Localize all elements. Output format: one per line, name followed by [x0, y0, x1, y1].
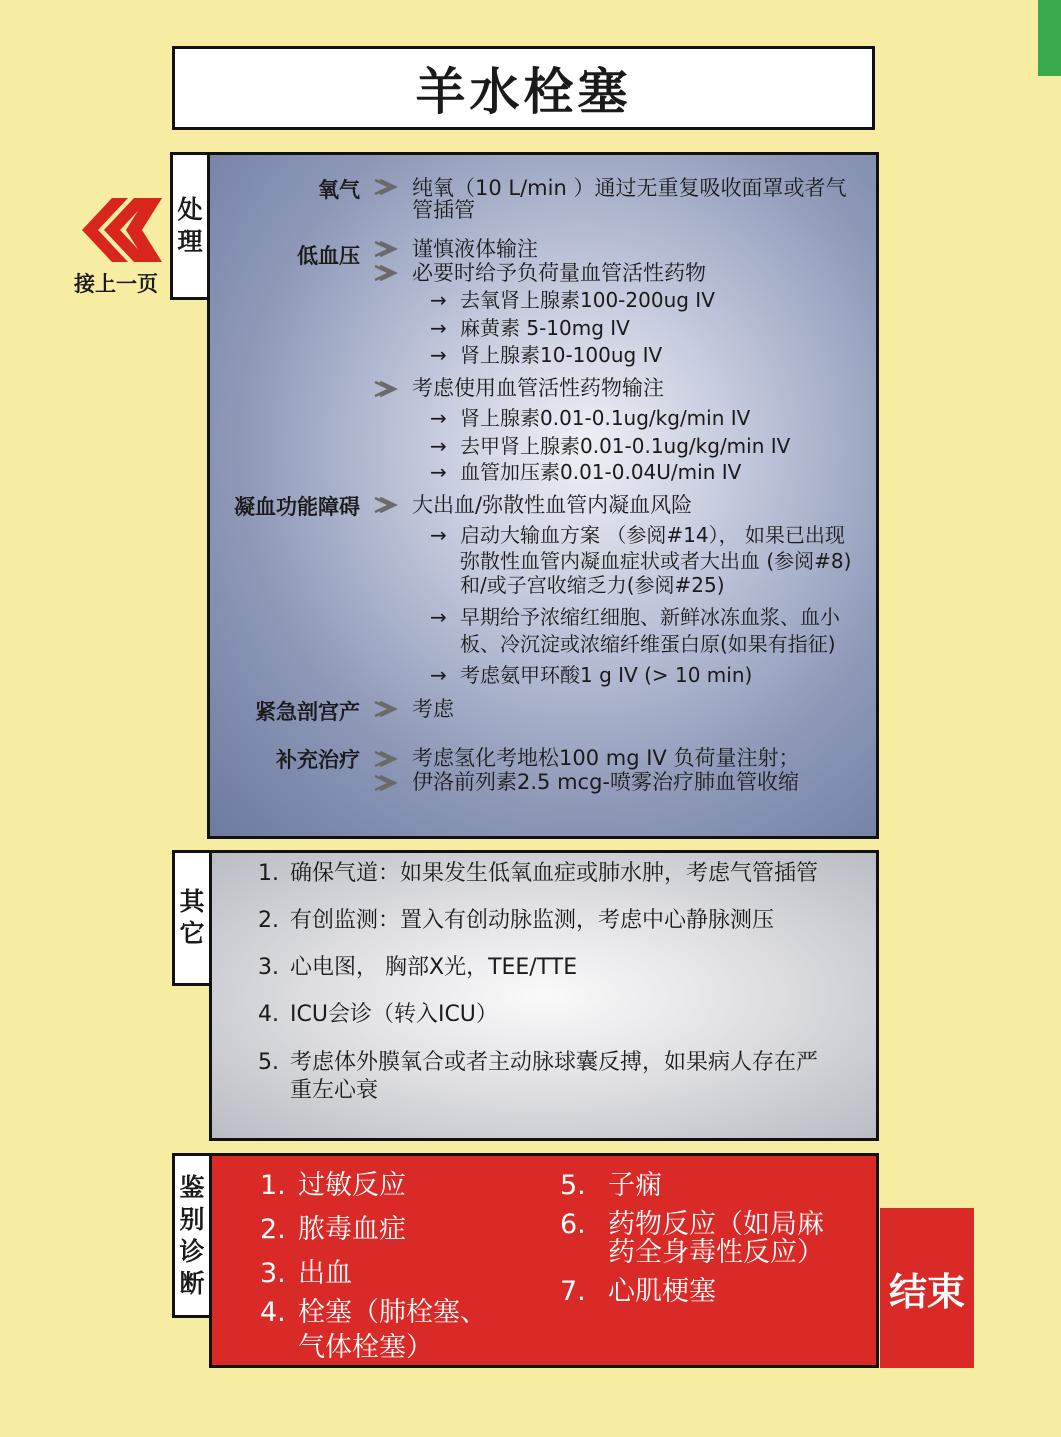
cesarean-text: 考虑: [412, 697, 454, 721]
sub-text: 麻黄素 5-10mg IV: [460, 316, 630, 340]
hypotension-item-1: 谨慎液体输注: [412, 237, 538, 261]
end-button[interactable]: 结束: [880, 1208, 974, 1368]
list-item: [260, 1170, 406, 1202]
arrow-right-icon: →: [430, 316, 447, 340]
item-text: 有创监测：置入有创动脉监测，考虑中心静脉测压: [290, 908, 775, 933]
sub-text: 早期给予浓缩红细胞、新鲜冰冻血浆、血小: [460, 605, 840, 629]
sub-item: [430, 315, 630, 341]
label-oxygen: 氧气: [318, 178, 360, 202]
item-number: 4.: [258, 1002, 279, 1027]
arrow-right-icon: →: [430, 406, 447, 430]
tab-char: 鉴: [179, 1172, 205, 1202]
arrow-right-icon: →: [430, 288, 447, 312]
arrow-right-icon: →: [430, 605, 447, 629]
label-hypotension: 低血压: [297, 244, 360, 268]
list-item: [258, 907, 774, 935]
list-item: [260, 1258, 352, 1290]
double-arrow-right-icon: [372, 494, 398, 516]
item-text: 子痫: [608, 1170, 662, 1201]
supplement-text-1: 考虑氢化考地松100 mg IV 负荷量注射；: [412, 746, 800, 770]
sub-text-cont: 板、冷沉淀或浓缩纤维蛋白原(如果有指征): [460, 632, 836, 656]
sub-text: 血管加压素0.01-0.04U/min IV: [460, 460, 742, 484]
tab-char: 断: [179, 1268, 205, 1298]
item-number: 6.: [560, 1209, 586, 1240]
item-text-cont: 气体栓塞）: [298, 1332, 433, 1363]
tab-char: 处: [177, 195, 203, 224]
item-text: 心肌梗塞: [608, 1276, 716, 1307]
tab-char: 其: [179, 887, 205, 916]
item-text: 药物反应（如局麻: [608, 1209, 824, 1240]
sub-text: 肾上腺素0.01-0.1ug/kg/min IV: [460, 406, 751, 430]
item-text: 确保气道：如果发生低氧血症或肺水肿，考虑气管插管: [290, 861, 819, 886]
item-number: 3.: [258, 955, 279, 980]
double-arrow-right-icon: [372, 238, 398, 260]
double-arrow-right-icon: [372, 698, 398, 720]
item-number: 5.: [560, 1170, 586, 1201]
item-text-cont: 重左心衰: [290, 1078, 379, 1103]
list-item: [560, 1170, 662, 1202]
item-number: 4.: [260, 1297, 286, 1328]
list-item: [258, 860, 818, 888]
label-cesarean: 紧急剖宫产: [255, 700, 360, 724]
sub-text: 去甲肾上腺素0.01-0.1ug/kg/min IV: [460, 434, 791, 458]
list-item: [258, 954, 577, 982]
arrow-right-icon: →: [430, 343, 447, 367]
sub-item: [430, 522, 845, 548]
list-item: [258, 1001, 498, 1029]
item-number: 5.: [258, 1050, 279, 1075]
list-item: [260, 1297, 487, 1329]
list-item: [260, 1214, 406, 1246]
item-text: 心电图， 胸部X光，TEE/TTE: [290, 955, 578, 980]
oxygen-text-2: 管插管: [412, 198, 475, 222]
arrow-right-icon: →: [430, 663, 447, 687]
item-text: 脓毒血症: [298, 1214, 406, 1245]
previous-page-link[interactable]: 接上一页: [74, 272, 158, 296]
arrow-right-icon: →: [430, 434, 447, 458]
arrow-right-icon: →: [430, 460, 447, 484]
item-number: 2.: [260, 1214, 286, 1245]
coag-item: 大出血/弥散性血管内凝血风险: [412, 493, 693, 517]
tab-char: 诊: [179, 1236, 205, 1266]
item-number: 2.: [258, 908, 279, 933]
double-arrow-right-icon: [372, 378, 398, 400]
list-item: [258, 1049, 818, 1077]
item-text-cont: 药全身毒性反应）: [608, 1237, 824, 1268]
tab-other: [172, 850, 212, 986]
sub-text-cont: 弥散性血管内凝血症状或者大出血 (参阅#8): [460, 549, 852, 573]
sub-text: 启动大输血方案 （参阅#14）， 如果已出现: [460, 523, 845, 547]
list-item: [560, 1276, 716, 1308]
double-arrow-right-icon: [372, 772, 398, 794]
item-text: 过敏反应: [298, 1170, 406, 1201]
sub-item: [430, 287, 715, 313]
double-arrow-right-icon: [372, 262, 398, 284]
sub-item: [430, 433, 790, 459]
chevron-double-left-icon[interactable]: [82, 198, 162, 262]
item-text: 栓塞（肺栓塞、: [298, 1297, 487, 1328]
oxygen-text-1: 纯氧（10 L/min ）通过无重复吸收面罩或者气: [412, 176, 847, 200]
sub-text-cont: 和/或子宫收缩乏力(参阅#25): [460, 573, 725, 597]
double-arrow-right-icon: [372, 748, 398, 770]
label-supplement: 补充治疗: [276, 748, 360, 772]
double-arrow-right-icon: [372, 176, 398, 198]
tab-char: 理: [177, 227, 203, 256]
hypotension-item-3: 考虑使用血管活性药物输注: [412, 376, 664, 400]
sub-item: [430, 662, 752, 688]
green-corner-tab: [1038, 0, 1061, 76]
arrow-right-icon: →: [430, 523, 447, 547]
sub-item: [430, 342, 662, 368]
item-number: 7.: [560, 1276, 586, 1307]
label-coagulopathy: 凝血功能障碍: [234, 495, 360, 519]
item-text: 出血: [298, 1258, 352, 1289]
sub-item: [430, 604, 840, 630]
sub-item: [430, 405, 750, 431]
sub-text: 肾上腺素10-100ug IV: [460, 343, 663, 367]
item-number: 1.: [258, 861, 279, 886]
item-text: 考虑体外膜氧合或者主动脉球囊反搏，如果病人存在严: [290, 1050, 819, 1075]
item-number: 1.: [260, 1170, 286, 1201]
supplement-text-2: 伊洛前列素2.5 mcg-喷雾治疗肺血管收缩: [412, 770, 799, 794]
sub-text: 去氧肾上腺素100-200ug IV: [460, 288, 715, 312]
tab-differential: [172, 1153, 212, 1318]
tab-char: 它: [179, 919, 205, 948]
item-number: 3.: [260, 1258, 286, 1289]
sub-text: 考虑氨甲环酸1 g IV (> 10 min): [460, 663, 753, 687]
hypotension-item-2: 必要时给予负荷量血管活性药物: [412, 261, 706, 285]
tab-char: 别: [179, 1204, 205, 1234]
page-title: 羊水栓塞: [172, 46, 875, 130]
item-text: ICU会诊（转入ICU）: [290, 1002, 498, 1027]
sub-item: [430, 459, 741, 485]
